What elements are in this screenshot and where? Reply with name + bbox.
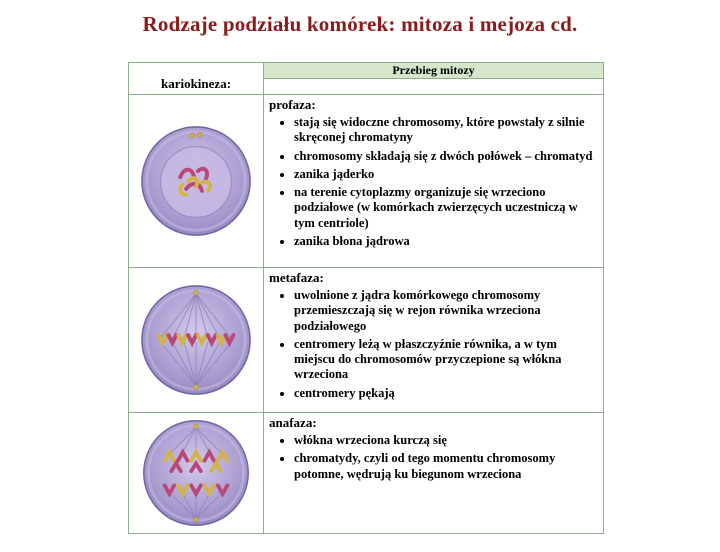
bullet-item: • włókna wrzeciona kurczą się bbox=[294, 433, 597, 448]
anaphase-label: anafaza: bbox=[269, 415, 317, 430]
kariokineza-label-cell bbox=[129, 63, 263, 95]
prophase-label: profaza: bbox=[269, 97, 316, 112]
table-column-images bbox=[129, 63, 264, 533]
anaphase-image-cell bbox=[129, 413, 263, 533]
bullet-item: • zanika błona jądrowa bbox=[294, 234, 597, 249]
prophase-cell-illustration bbox=[137, 122, 255, 240]
bullet-item: • chromatydy, czyli od tego momentu chromosomy potomne, wędrują ku biegunom wrzeciona bbox=[294, 451, 597, 482]
table-header: Przebieg mitozy bbox=[264, 63, 603, 79]
metaphase-label: metafaza: bbox=[269, 270, 324, 285]
anaphase-cell bbox=[264, 413, 603, 533]
bullet-item: • na terenie cytoplazmy organizuje się wrzeciono podziałowe (w komórkach zwierzęcych uczestniczą w tym centriole) bbox=[294, 185, 597, 231]
table-column-text bbox=[264, 63, 603, 533]
header-spacer-cell bbox=[264, 79, 603, 95]
slide-title: Rodzaje podziału komórek: mitoza i mejoza cd. bbox=[142, 12, 578, 36]
metaphase-image-cell bbox=[129, 268, 263, 413]
metaphase-bullet-list bbox=[268, 288, 597, 401]
metaphase-cell-illustration bbox=[137, 281, 255, 399]
bullet-item: • zanika jąderko bbox=[294, 167, 597, 182]
bullet-item: • centromery leżą w płaszczyźnie równika, a w tym miejscu do chromosomów przyczepione są włókna wrzeciona bbox=[294, 337, 597, 383]
bullet-item: • stają się widoczne chromosomy, które powstały z silnie skręconej chromatyny bbox=[294, 115, 597, 146]
bullet-item: • centromery pękają bbox=[294, 386, 597, 401]
mitosis-table bbox=[128, 62, 604, 534]
anaphase-cell-illustration bbox=[139, 416, 253, 530]
prophase-bullet-list bbox=[268, 115, 597, 249]
prophase-cell bbox=[264, 95, 603, 268]
prophase-image-cell bbox=[129, 95, 263, 268]
anaphase-bullet-list bbox=[268, 433, 597, 482]
metaphase-cell bbox=[264, 268, 603, 413]
bullet-item: • uwolnione z jądra komórkowego chromosomy przemieszczają się w rejon równika wrzeciona podziałowego bbox=[294, 288, 597, 334]
bullet-item: • chromosomy składają się z dwóch połówek – chromatyd bbox=[294, 149, 597, 164]
kariokineza-label: kariokineza: bbox=[160, 76, 232, 91]
